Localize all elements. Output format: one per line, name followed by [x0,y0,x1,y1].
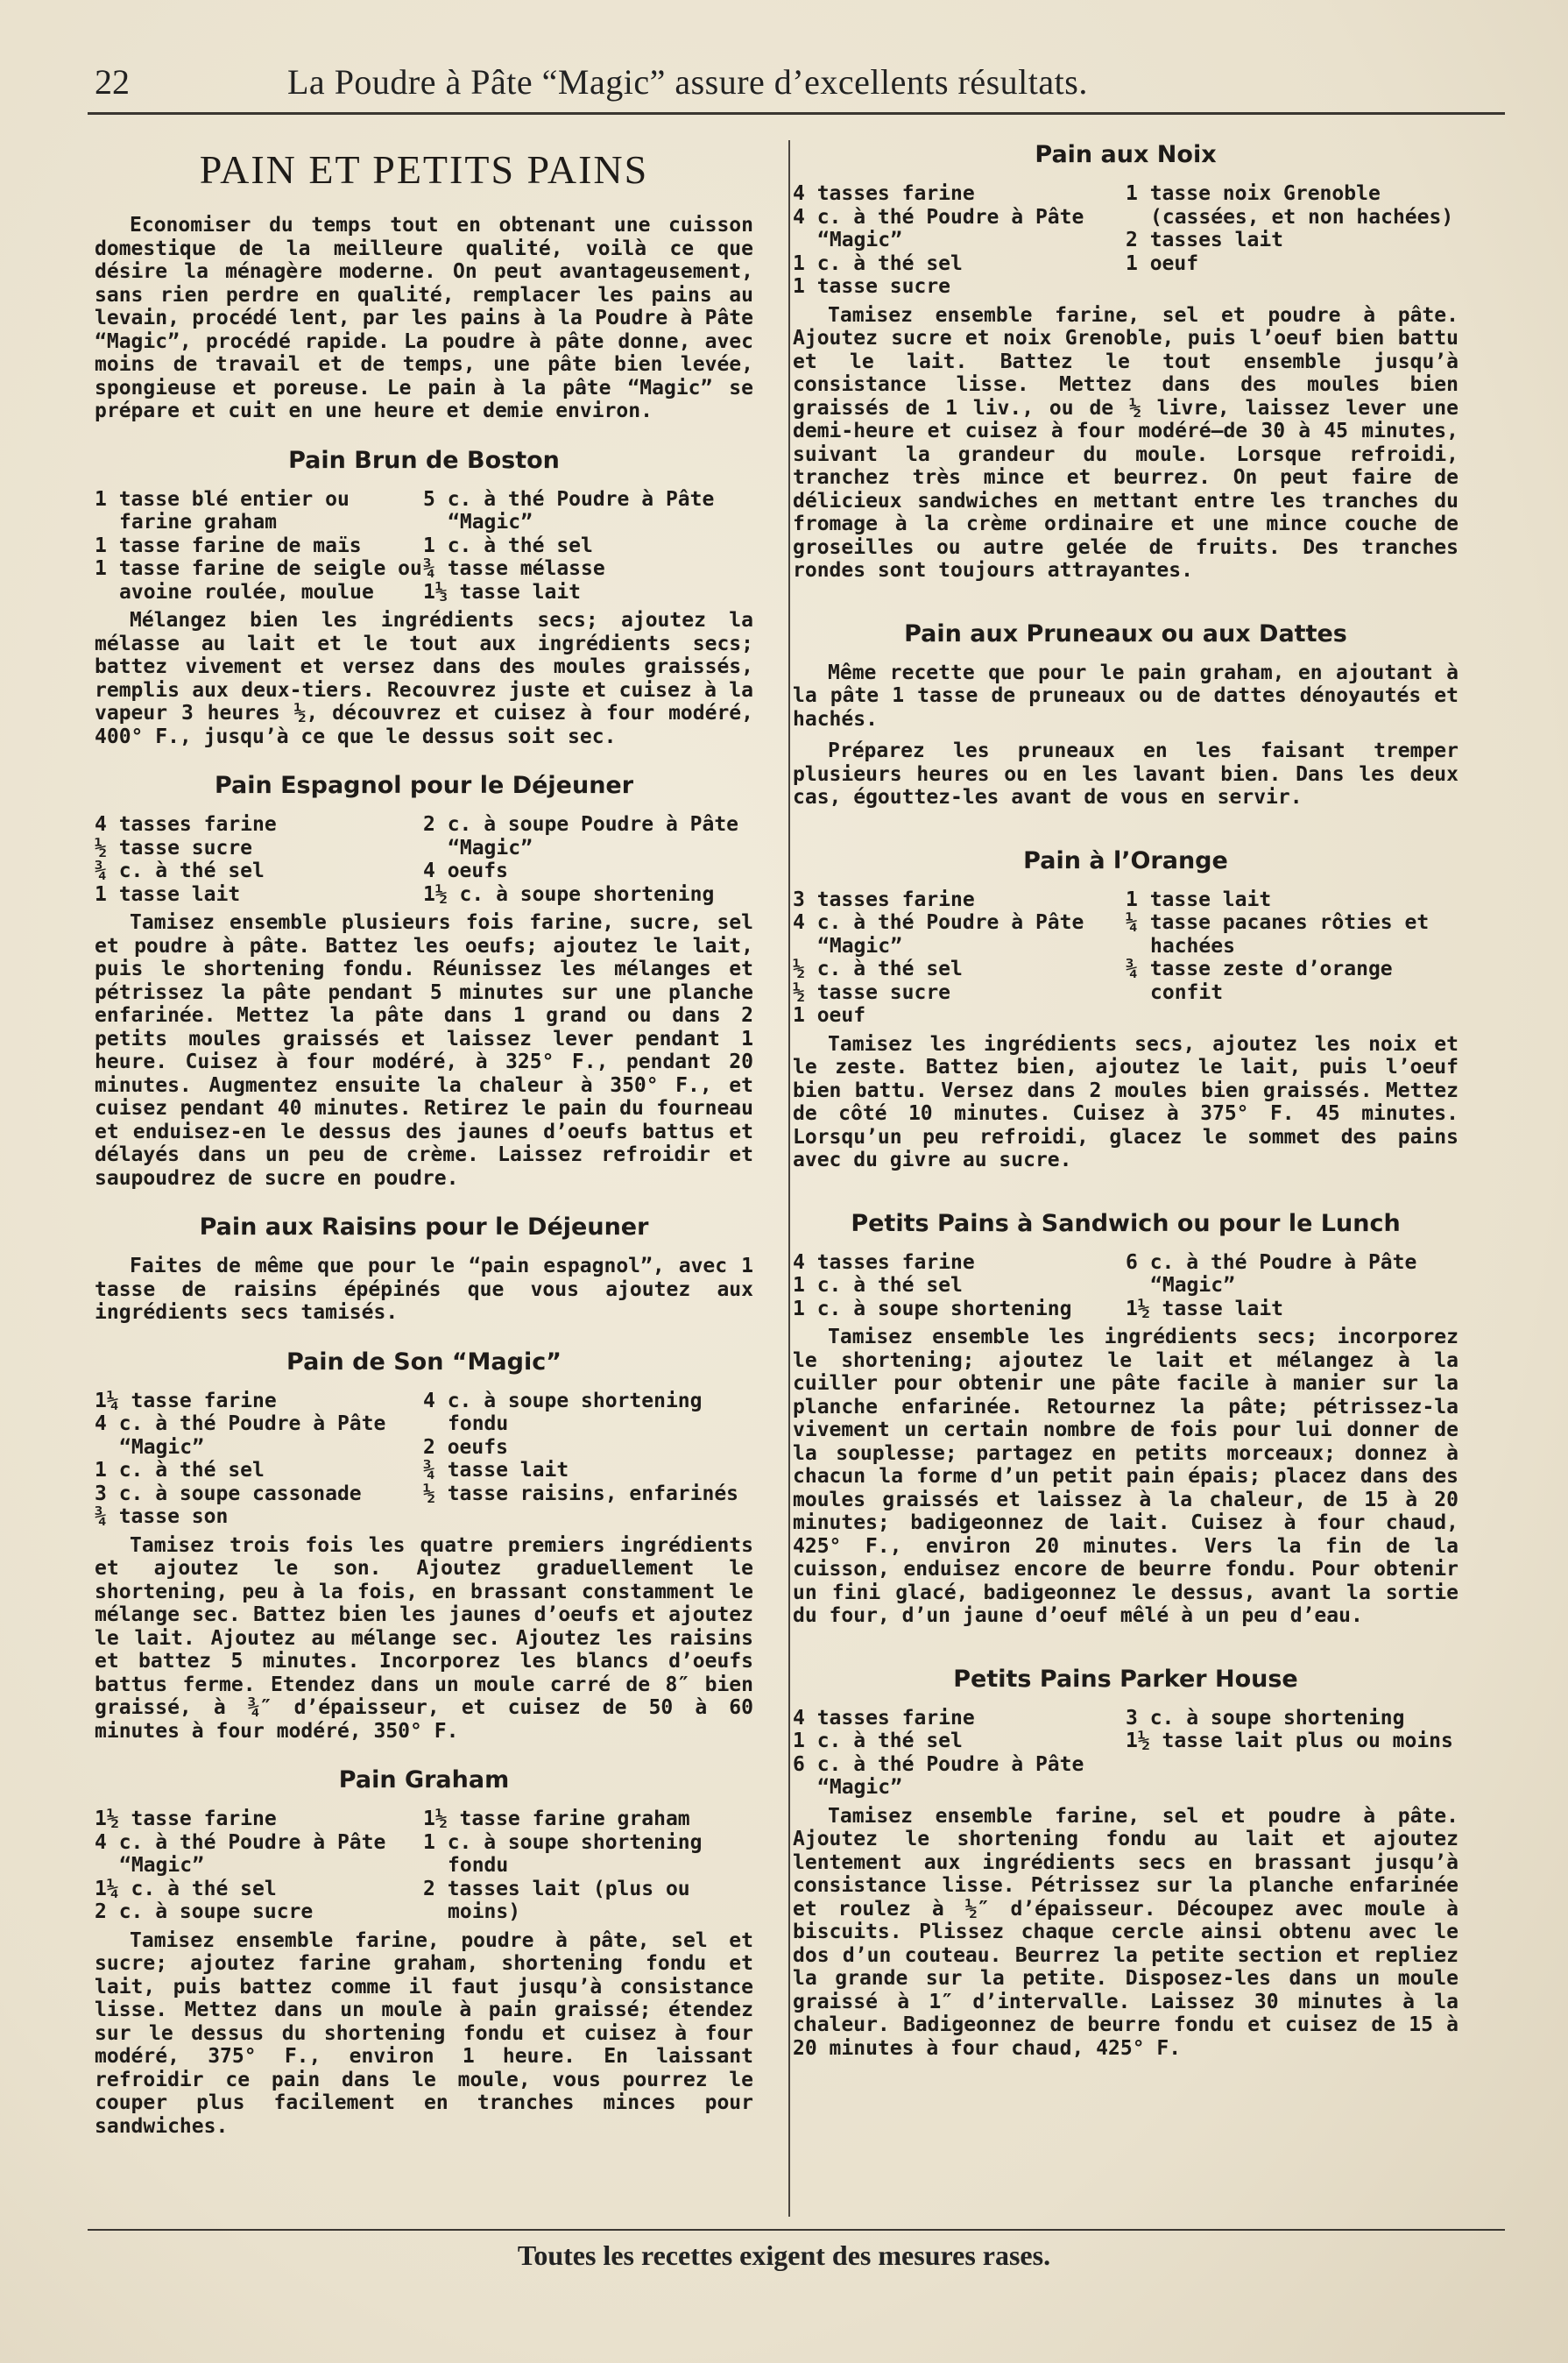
ingredient: 1⅓ tasse lait [423,580,582,604]
ingredients-col2 [1126,888,1459,1028]
left-column [95,140,753,2138]
ingredient: 1¼ tasse farine [95,1389,277,1412]
recipe-pain-espagnol [95,771,753,1190]
recipe-petits-pains-sandwich [793,1209,1459,1628]
ingredient: ¾ tasse zeste d’orange confit [1126,958,1393,1004]
ingredients-col1 [95,488,423,605]
ingredients [793,1251,1459,1321]
ingredient: ½ tasse sucre [95,836,253,860]
ingredients [95,1390,753,1529]
ingredients [793,182,1459,299]
ingredients [95,1808,753,1924]
intro-paragraph: Economiser du temps tout en obtenant une cuisson domestique de la meilleure qualité, voilà ce que désire la ménagère moderne. On peut avantageusement, sans rien perdre en qualité, remplacer les pains au levain, procédé lent, par les pains à la Poudre à Pâte “Magic”, procédé rapide. La poudre à pâte donne, avec moins de travail et de temps, une pâte bien levée, spongieuse et poreuse. Le pain à la pâte “Magic” se prépare et cuit en une heure et demie environ. [95,214,753,422]
ingredient: 1 tasse noix Grenoble (cassées, et non hachées) [1126,182,1454,229]
section-title: PAIN ET PETITS PAINS [199,147,649,192]
ingredient: 4 tasses farine [95,813,277,836]
ingredient: 6 c. à thé Poudre à Pâte “Magic” [1126,1250,1417,1297]
ingredient: 1 oeuf [793,1004,866,1027]
ingredients [95,813,753,906]
page-footer: Toutes les recettes exigent des mesures rases. [517,2239,1051,2271]
recipe-pain-aux-raisins [95,1213,753,1325]
recipe-title: Pain aux Pruneaux ou aux Dattes [904,619,1347,647]
ingredients-col2 [1126,1707,1459,1800]
recipe-title: Petits Pains à Sandwich ou pour le Lunch [851,1209,1401,1237]
ingredient: 2 c. à soupe sucre [95,1900,314,1923]
ingredient: 3 tasses farine [793,888,975,911]
recipe-instructions: Tamisez ensemble farine, sel et poudre à pâte. Ajoutez le shortening fondu au lait et ajoutez lentement aux ingrédients secs en brassant jusqu’à consistance lisse. Pétrissez sur la planche enfarinée et roulez à ½″ d’épaisseur. Découpez avec moule à biscuits. Plissez chaque cercle ainsi obtenu avec le dos d’un couteau. Beurrez la petite section et repliez la grande sur la petite. Disposez-les dans un moule graissé à 1″ d’intervalle. Laissez 30 minutes à la chaleur. Badigeonnez de beurre fondu et cuisez de 15 à 20 minutes à four chaud, 425° F. [793,1804,1459,2060]
ingredient: ¾ c. à thé sel [95,860,265,882]
ingredient: 1 tasse farine de seigle ou avoine roulée, moulue [95,557,422,604]
ingredient: 1½ tasse farine [95,1808,277,1830]
recipe-petits-pains-parker-house [793,1665,1459,2061]
recipe-pain-brun-de-boston [95,446,753,749]
recipe-pain-aux-noix [793,140,1459,583]
ingredient: 1 c. à thé sel [793,251,963,275]
ingredient: 1 tasse farine de maïs [95,534,362,557]
ingredient: 2 tasses lait [1126,229,1284,251]
header-title: La Poudre à Pâte “Magic” assure d’excellents résultats. [287,62,1088,102]
recipe-pain-de-son [95,1348,753,1744]
ingredient: 1 c. à soupe shortening [793,1297,1072,1320]
recipe-title: Pain de Son “Magic” [286,1348,562,1376]
ingredients [793,1707,1459,1800]
ingredient: 3 c. à soupe cassonade [95,1482,362,1505]
ingredients-col1 [793,182,1126,299]
recipe-title: Pain à l’Orange [1023,846,1228,874]
ingredient: 1 c. à thé sel [423,534,593,557]
recipe-instructions: Tamisez ensemble farine, sel et poudre à pâte. Ajoutez sucre et noix Grenoble, puis l’oeuf bien battu et le lait. Battez le tout ensemble jusqu’à consistance lisse. Mettez dans des moules bien graissés de 1 liv., ou de ½ livre, laissez lever une demi-heure et cuisez à four modéré—de 30 à 45 minutes, suivant la grandeur du moule. Lorsque refroidi, tranchez très mince et beurrez. On peut faire de délicieux sandwiches en mettant entre les tranches du fromage à la crème ordinaire et une mince couche de groseilles ou autre gelée de fruits. Des tranches rondes sont toujours attrayantes. [793,303,1459,582]
recipe-instructions: Faites de même que pour le “pain espagnol”, avec 1 tasse de raisins épépinés que vous ajoutez aux ingrédients secs tamisés. [95,1255,753,1324]
ingredient: 3 c. à soupe shortening [1126,1706,1405,1730]
ingredient: 4 tasses farine [793,1250,975,1274]
ingredients-col1 [793,1707,1126,1800]
ingredient: 1 c. à thé sel [95,1459,265,1482]
recipe-instructions: Tamisez ensemble plusieurs fois farine, sucre, sel et poudre à pâte. Battez les oeufs; ajoutez le lait, puis le shortening fondu. Réunissez les mélanges et pétrissez la pâte pendant 5 minutes sur une planche enfarinée. Mettez la pâte dans 1 grand ou dans 2 petits moules graissés et laissez lever pendant 1 heure. Cuisez à four modéré, à 325° F., pendant 20 minutes. Augmentez ensuite la chaleur à 350° F., et cuisez pendant 40 minutes. Retirez le pain du fourneau et enduisez-en le dessus des jaunes d’oeufs battus et délayés dans un peu de crème. Laissez refroidir et saupoudrez de sucre en poudre. [95,911,753,1190]
ingredient: ½ tasse sucre [793,980,951,1004]
ingredients-col2 [423,813,752,906]
ingredient: 6 c. à thé Poudre à Pâte “Magic” [793,1752,1084,1799]
ingredient: 4 c. à thé Poudre à Pâte “Magic” [95,1412,386,1459]
ingredient: 1½ tasse lait [1126,1297,1284,1320]
ingredient: 1 tasse sucre [793,275,951,298]
ingredient: ¾ tasse mélasse [423,557,605,580]
ingredient: 1¼ c. à thé sel [95,1877,277,1900]
ingredients-col1 [95,1390,423,1529]
ingredient: 1½ tasse farine graham [423,1808,690,1830]
ingredients [95,488,753,605]
ingredient: 4 oeufs [423,860,508,882]
recipe-title: Pain Brun de Boston [288,446,560,474]
recipe-note: Préparez les pruneaux en les faisant tremper plusieurs heures ou en les lavant bien. Dans les deux cas, égouttez-les avant de vous en servir. [793,739,1459,809]
ingredient: 5 c. à thé Poudre à Pâte “Magic” [423,487,715,534]
page-header [95,54,1496,107]
header-rule [88,112,1505,115]
recipe-instructions: Tamisez ensemble les ingrédients secs; incorporez le shortening; ajoutez le lait et mélangez à la cuiller pour obtenir une pâte facile à manier sur la planche enfarinée. Retournez la pâte; pétrissez-la vivement un certain nombre de fois pour lui donner de la souplesse; partagez en petits morceaux; donnez à chacun la forme d’un petit pain épais; placez dans des moules graissés et laissez à la chaleur, de 15 à 20 minutes; badigeonnez de lait. Cuisez à four chaud, 425° F., environ 20 minutes. Vers la fin de la cuisson, enduisez encore de beurre fondu. Pour obtenir un fini glacé, badigeonnez le dessus, avant la sortie du four, d’un jaune d’oeuf mêlé à un peu d’eau. [793,1326,1459,1627]
recipe-title: Petits Pains Parker House [953,1665,1298,1693]
ingredient: 2 tasses lait (plus ou moins) [423,1877,690,1923]
ingredient: ½ c. à thé sel [793,958,963,980]
ingredient: ¾ tasse lait [423,1459,569,1482]
ingredient: 1 tasse lait [1126,888,1272,911]
recipe-title: Pain Graham [338,1766,510,1793]
ingredient: 1 tasse blé entier ou farine graham [95,487,350,534]
ingredient: ¼ tasse pacanes rôties et hachées [1126,911,1430,958]
page-number: 22 [95,62,130,102]
ingredient: 4 c. à thé Poudre à Pâte “Magic” [95,1830,386,1877]
recipe-title: Pain aux Raisins pour le Déjeuner [199,1213,649,1241]
ingredient: 1½ c. à soupe shortening [423,882,715,906]
ingredients-col2 [423,488,747,605]
ingredients-col1 [95,1808,423,1924]
ingredient: 2 c. à soupe Poudre à Pâte “Magic” [423,813,739,860]
ingredients-col2 [1126,182,1459,299]
right-column [793,140,1459,2060]
recipe-instructions: Même recette que pour le pain graham, en ajoutant à la pâte 1 tasse de pruneaux ou de dattes dénoyautés et hachés. [793,661,1459,731]
ingredients-col1 [793,888,1126,1028]
ingredient: 1 c. à soupe shortening fondu [423,1830,703,1877]
ingredients [793,888,1459,1028]
recipe-instructions: Mélangez bien les ingrédients secs; ajoutez la mélasse au lait et le tout aux ingrédients secs; battez vivement et versez dans des moules graissés, remplis aux deux-tiers. Recouvrez juste et cuisez à la vapeur 3 heures ½, découvrez et cuisez à four modéré, 400° F., jusqu’à ce que le dessus soit sec. [95,609,753,748]
ingredient: 2 oeufs [423,1435,508,1459]
ingredient: 4 tasses farine [793,1706,975,1730]
ingredients-col2 [423,1808,752,1924]
ingredients-col1 [793,1251,1126,1321]
ingredient: 1 c. à thé sel [793,1730,963,1752]
recipe-title: Pain aux Noix [1035,141,1217,168]
footer-rule [88,2229,1505,2231]
recipe-title: Pain Espagnol pour le Déjeuner [214,772,634,799]
ingredient: 1 tasse lait [95,882,241,906]
recipe-instructions: Tamisez trois fois les quatre premiers ingrédients et ajoutez le son. Ajoutez graduellement le shortening, peu à la fois, en brassant constamment le mélange sec. Battez bien les jaunes d’oeufs et ajoutez le lait. Ajoutez au mélange sec. Ajoutez les raisins et battez 5 minutes. Incorporez les blancs d’oeufs battus ferme. Etendez dans un moule carré de 8″ bien graissé, à ¾″ d’épaisseur, et cuisez de 50 à 60 minutes à four modéré, 350° F. [95,1533,753,1743]
ingredient: 1½ tasse lait plus ou moins [1126,1730,1453,1752]
ingredient: 1 oeuf [1126,251,1199,275]
column-divider [788,140,790,2217]
recipe-pain-graham [95,1765,753,2138]
ingredient: 1 c. à thé sel [793,1274,963,1297]
recipe-pain-a-l-orange [793,846,1459,1172]
ingredients-col1 [95,813,423,906]
ingredient: 4 c. à thé Poudre à Pâte “Magic” [793,911,1084,958]
ingredient: 4 c. à soupe shortening fondu [423,1389,703,1435]
ingredient: ½ tasse raisins, enfarinés [423,1482,739,1505]
recipe-instructions: Tamisez ensemble farine, poudre à pâte, sel et sucre; ajoutez farine graham, shortening fondu et lait, puis battez comme il faut jusqu’à consistance lisse. Mettez dans un moule à pain graissé; étendez sur le dessus du shortening fondu et cuisez à four modéré, 375° F., environ 1 heure. En laissant refroidir ce pain dans le moule, vous pourrez le couper plus facilement en tranches minces pour sandwiches. [95,1928,753,2138]
ingredient: ¾ tasse son [95,1505,229,1528]
ingredients-col2 [1126,1251,1459,1321]
ingredient: 4 tasses farine [793,182,975,205]
ingredients-col2 [423,1390,752,1529]
ingredient: 4 c. à thé Poudre à Pâte “Magic” [793,205,1084,251]
recipe-pain-aux-pruneaux [793,619,1459,810]
recipe-instructions: Tamisez les ingrédients secs, ajoutez les noix et le zeste. Battez bien, ajoutez le lait, puis l’oeuf bien battu. Versez dans 2 moules bien graissés. Mettez de côté 10 minutes. Cuisez à 375° F. 45 minutes. Lorsqu’un peu refroidi, glacez le sommet des pains avec du givre au sucre. [793,1032,1459,1171]
